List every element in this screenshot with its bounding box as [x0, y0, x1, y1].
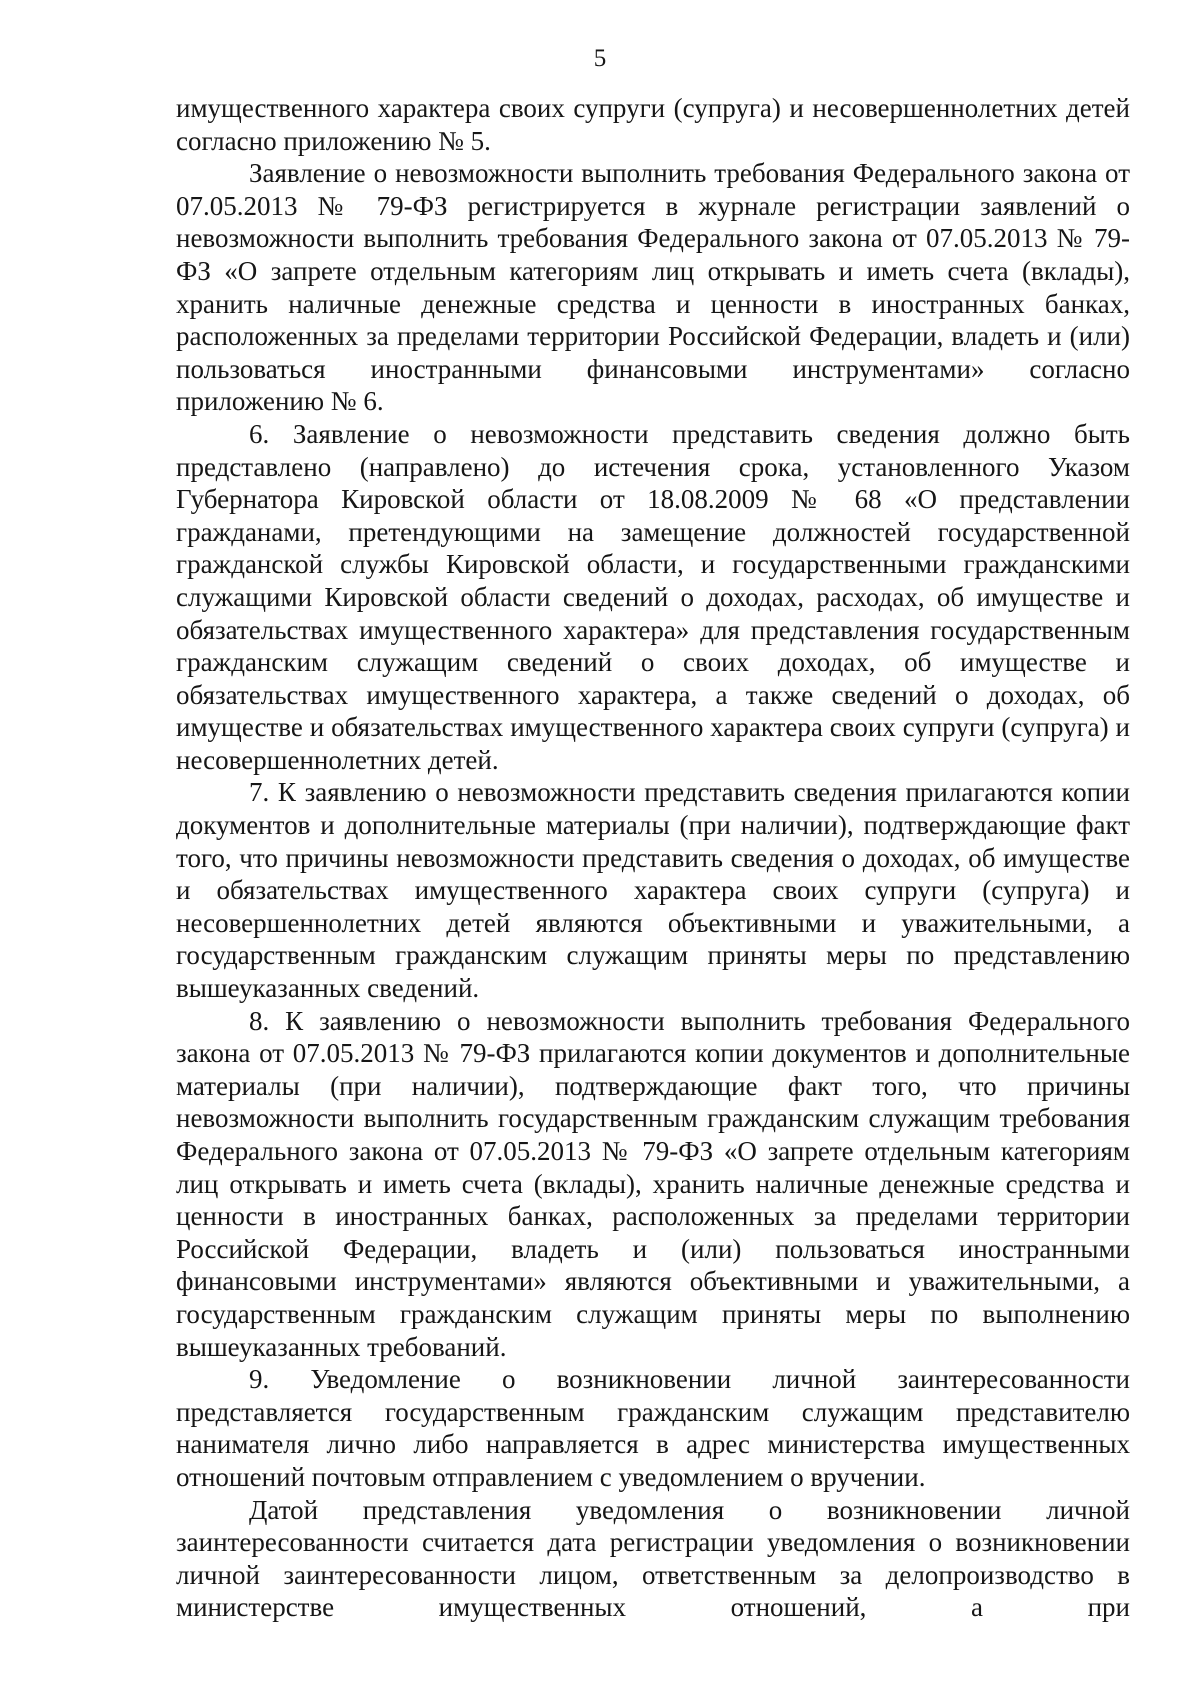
- document-body: [176, 92, 1130, 1624]
- paragraph-continuation: имущественного характера своих супруги (супруга) и несовершеннолетних детей согласно приложению № 5.: [176, 93, 1130, 156]
- paragraph-item-8: 8. К заявлению о невозможности выполнить требования Федерального закона от 07.05.2013 № 79-ФЗ прилагаются копии документов и дополнительные материалы (при наличии), подтверждающие факт того, что причины невозможности выполнить государственным гражданским служащим требования Федерального закона от 07.05.2013 № 79-ФЗ «О запрете отдельным категориям лиц открывать и иметь счета (вклады), хранить наличные денежные средства и ценности в иностранных банках, расположенных за пределами территории Российской Федерации, владеть и (или) пользоваться иностранными финансовыми инструментами» являются объективными и уважительными, а государственным гражданским служащим приняты меры по выполнению вышеуказанных требований.: [176, 1005, 1130, 1362]
- paragraph-item-9: 9. Уведомление о возникновении личной заинтересованности представляется государственным гражданским служащим представителю нанимателя лично либо направляется в адрес министерства имущественных отношений почтовым отправлением с уведомлением о вручении.: [176, 1364, 1130, 1492]
- paragraph-item-6: 6. Заявление о невозможности представить сведения должно быть представлено (направлено) до истечения срока, установленного Указом Губернатора Кировской области от 18.08.2009 № 68 «О представлении гражданами, претендующими на замещение должностей государственной гражданской службы Кировской области, и государственными гражданскими служащими Кировской области сведений о доходах, расходах, об имуществе и обязательствах имущественного характера» для представления государственным гражданским служащим сведений о своих доходах, об имуществе и обязательствах имущественного характера, а также сведений о доходах, об имуществе и обязательствах имущественного характера своих супруги (супруга) и несовершеннолетних детей.: [176, 418, 1130, 775]
- paragraph-item-7: 7. К заявлению о невозможности представить сведения прилагаются копии документов и дополнительные материалы (при наличии), подтверждающие факт того, что причины невозможности представить сведения о доходах, об имуществе и обязательствах имущественного характера своих супруги (супруга) и несовершеннолетних детей являются объективными и уважительными, а государственным гражданским служащим приняты меры по представлению вышеуказанных сведений.: [176, 777, 1130, 1004]
- paragraph-notification-date: Датой представления уведомления о возникновении личной заинтересованности считается дата регистрации уведомления о возникновении личной заинтересованности лицом, ответственным за делопроизводство в министерстве имущественных отношений, а при: [176, 1494, 1130, 1623]
- paragraph-statement-registration: Заявление о невозможности выполнить требования Федерального закона от 07.05.2013 № 79-ФЗ регистрируется в журнале регистрации заявлений о невозможности выполнить требования Федерального закона от 07.05.2013 № 79-ФЗ «О запрете отдельным категориям лиц открывать и иметь счета (вклады), хранить наличные денежные средства и ценности в иностранных банках, расположенных за пределами территории Российской Федерации, владеть и (или) пользоваться иностранными финансовыми инструментами» согласно приложению № 6.: [176, 158, 1130, 417]
- page-number: 5: [593, 45, 607, 72]
